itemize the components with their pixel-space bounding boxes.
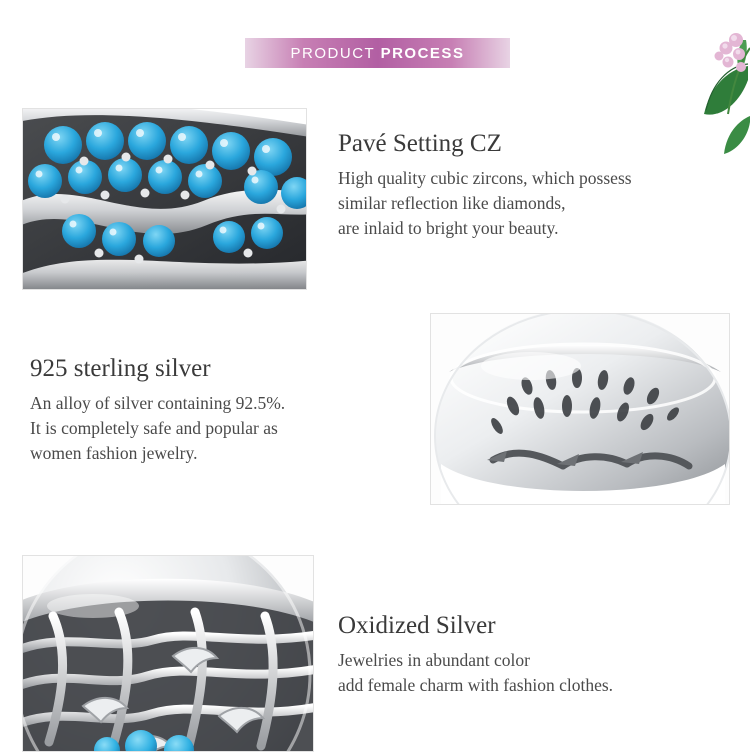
section-body-line: Jewelries in abundant color <box>338 650 530 670</box>
section-oxidized-silver <box>338 612 738 698</box>
section-title-sterling-silver: 925 sterling silver <box>30 355 211 382</box>
section-title-oxidized-silver: Oxidized Silver <box>338 612 496 639</box>
section-pave-setting-cz <box>338 130 738 241</box>
section-body-line: An alloy of silver containing 92.5%. <box>30 393 286 413</box>
silver-charm-side-photo <box>430 313 730 505</box>
section-body-line: women fashion jewelry. <box>30 442 198 463</box>
banner-title-bold: PROCESS <box>380 44 465 62</box>
section-body-line: High quality cubic zircons, which possess <box>338 168 632 188</box>
section-sterling-silver <box>30 355 410 466</box>
section-body-sterling-silver <box>30 391 410 466</box>
section-body-oxidized-silver <box>338 648 738 698</box>
oxidized-silver-bird-pattern-photo <box>22 555 314 752</box>
section-title-pave-setting-cz: Pavé Setting CZ <box>338 130 502 157</box>
section-body-line: are inlaid to bright your beauty. <box>338 217 559 238</box>
section-body-pave-setting-cz <box>338 166 738 241</box>
blue-cz-pave-closeup-photo <box>22 108 307 290</box>
banner-title-light: PRODUCT <box>290 44 381 62</box>
section-body-line: add female charm with fashion clothes. <box>338 674 614 695</box>
banner-title <box>291 45 465 62</box>
section-body-line: It is completely safe and popular as <box>30 417 278 438</box>
product-process-banner <box>245 38 510 68</box>
section-body-line: similar reflection like diamonds, <box>338 192 566 213</box>
